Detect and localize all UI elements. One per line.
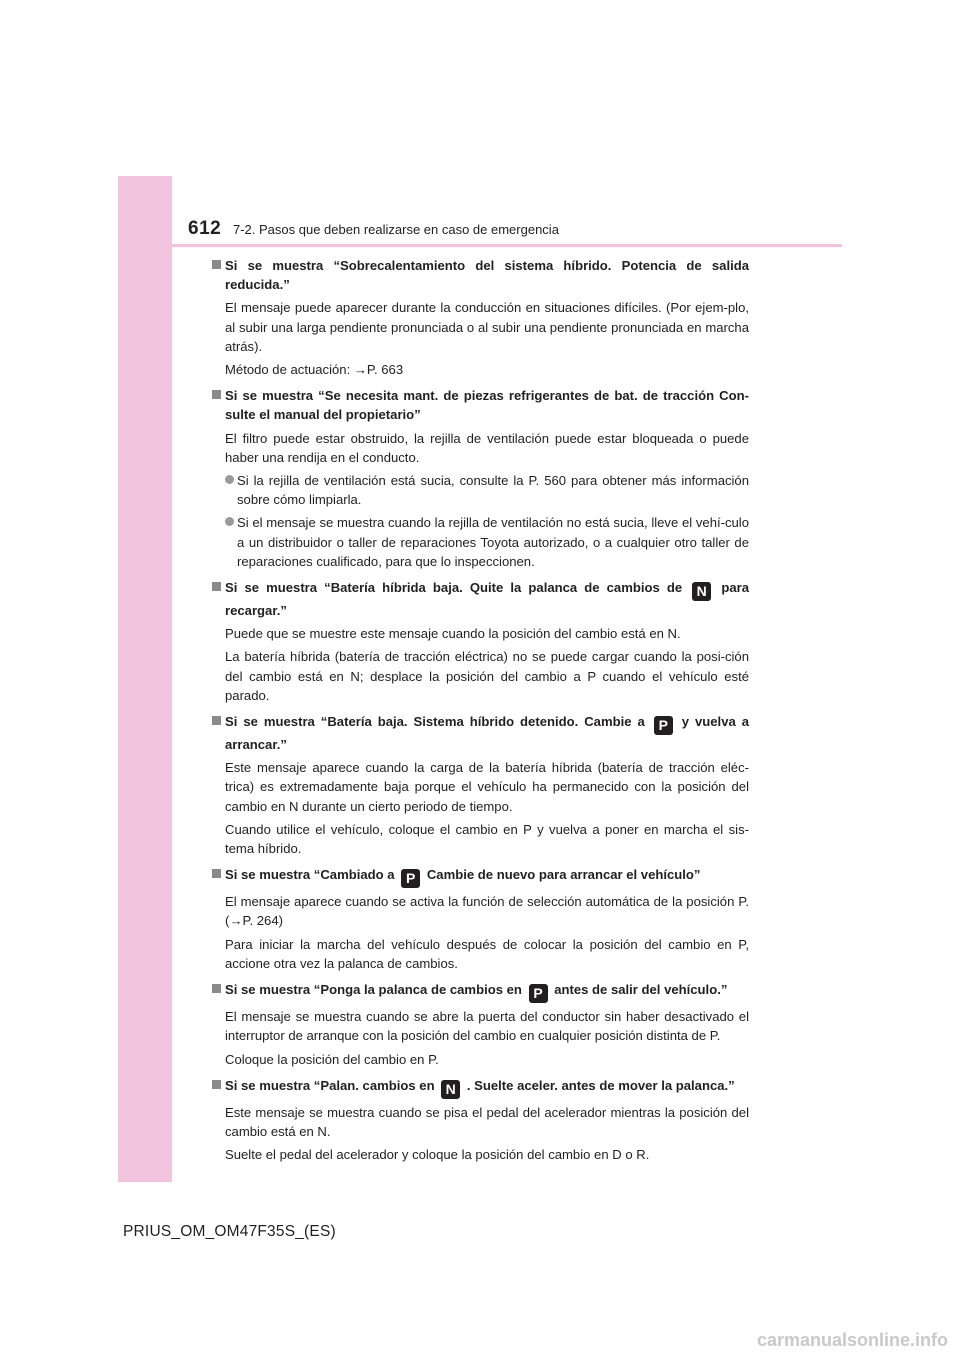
item-battery-cooling: [211, 386, 749, 571]
document-id: PRIUS_OM_OM47F35S_(ES): [123, 1223, 336, 1240]
item-paragraph: Cuando utilice el vehículo, coloque el cambio en P y vuelva a poner en marcha el sis-tema híbrido.: [225, 821, 749, 857]
bullet-item: Si el mensaje se muestra cuando la rejilla de ventilación no está sucia, lleve el vehí-culo a un distribuidor o taller de reparaciones Toyota autorizado, o a cualquier otro taller de reparaciones cualificado, para que lo inspeccionen.: [211, 513, 749, 571]
item-system-stopped: [211, 712, 749, 858]
item-heading: Si se muestra “Cambiado a P Cambie de nuevo para arrancar el vehículo”: [211, 865, 749, 888]
item-paragraph: Este mensaje aparece cuando la carga de la batería híbrida (batería de tracción eléc-trica) es extremadamente baja porque el vehículo ha permanecido con la posición del cambio en N durante un cierto periodo de tiempo.: [225, 760, 749, 814]
item-heading: Si se muestra “Sobrecalentamiento del sistema híbrido. Potencia de salida reducida.”: [211, 256, 749, 294]
gear-p-icon: P: [401, 869, 420, 888]
square-bullet-icon: [212, 869, 221, 878]
item-paragraph: Este mensaje se muestra cuando se pisa el pedal del acelerador mientras la posición del cambio está en N.: [225, 1104, 749, 1139]
square-bullet-icon: [212, 390, 221, 399]
item-heading: Si se muestra “Ponga la palanca de cambios en P antes de salir del vehículo.”: [211, 980, 749, 1003]
item-overheat: [211, 256, 749, 379]
item-switched-to-p: [211, 865, 749, 973]
item-paragraph: El mensaje puede aparecer durante la conducción en situaciones difíciles. (Por ejem-plo, al subir una larga pendiente pronunciada o al subir una pendiente pronunciada en marcha atrás).: [225, 300, 749, 354]
circle-bullet-icon: [225, 517, 234, 526]
page-content: [211, 256, 749, 1171]
item-lever-in-n: [211, 1076, 749, 1165]
side-tab-band: [118, 176, 172, 1182]
item-paragraph: Puede que se muestre este mensaje cuando la posición del cambio está en N.: [225, 626, 681, 642]
item-hybrid-battery-low: [211, 578, 749, 705]
square-bullet-icon: [212, 260, 221, 269]
page-number: 612: [188, 218, 222, 239]
gear-n-icon: N: [441, 1080, 460, 1099]
gear-p-icon: P: [529, 984, 548, 1003]
item-heading: Si se muestra “Palan. cambios en N . Suelte aceler. antes de mover la palanca.”: [211, 1076, 749, 1099]
section-title: 7-2. Pasos que deben realizarse en caso de emergencia: [233, 222, 559, 237]
gear-p-icon: P: [654, 716, 673, 735]
circle-bullet-icon: [225, 475, 234, 484]
item-paragraph: Coloque la posición del cambio en P.: [225, 1051, 439, 1067]
gear-n-icon: N: [692, 582, 711, 601]
item-paragraph: El filtro puede estar obstruido, la rejilla de ventilación puede estar bloqueada o puede haber una rendija en el conducto.: [225, 430, 749, 465]
watermark: carmanualsonline.info: [756, 1330, 948, 1350]
square-bullet-icon: [212, 1080, 221, 1089]
item-paragraph: El mensaje aparece cuando se activa la función de selección automática de la posición P. (→P. 264): [225, 894, 749, 929]
item-put-in-p: [211, 980, 749, 1069]
item-paragraph: El mensaje se muestra cuando se abre la puerta del conductor sin haber desactivado el interruptor de arranque con la posición del cambio en cualquier posición distinta de P.: [225, 1009, 749, 1044]
item-paragraph: Suelte el pedal del acelerador y coloque la posición del cambio en D o R.: [225, 1147, 650, 1163]
item-heading: Si se muestra “Batería híbrida baja. Quite la palanca de cambios de N para recargar.”: [211, 578, 749, 620]
bullet-item: Si la rejilla de ventilación está sucia, consulte la P. 560 para obtener más información sobre cómo limpiarla.: [211, 471, 749, 509]
square-bullet-icon: [212, 984, 221, 993]
square-bullet-icon: [212, 582, 221, 591]
item-heading: Si se muestra “Batería baja. Sistema híbrido detenido. Cambie a P y vuelva a arrancar.”: [211, 712, 749, 754]
square-bullet-icon: [212, 716, 221, 725]
item-paragraph: La batería híbrida (batería de tracción eléctrica) no se puede cargar cuando la posi-ción del cambio está en N; desplace la posición del cambio a P cuando el vehículo esté parado.: [225, 649, 749, 703]
item-paragraph: Método de actuación: →P. 663: [225, 362, 404, 378]
item-paragraph: Para iniciar la marcha del vehículo después de colocar la posición del cambio en P, accione otra vez la palanca de cambios.: [225, 936, 749, 971]
header-rule: [172, 244, 842, 247]
item-heading: Si se muestra “Se necesita mant. de piezas refrigerantes de bat. de tracción Con-sulte el manual del propietario”: [211, 386, 749, 424]
